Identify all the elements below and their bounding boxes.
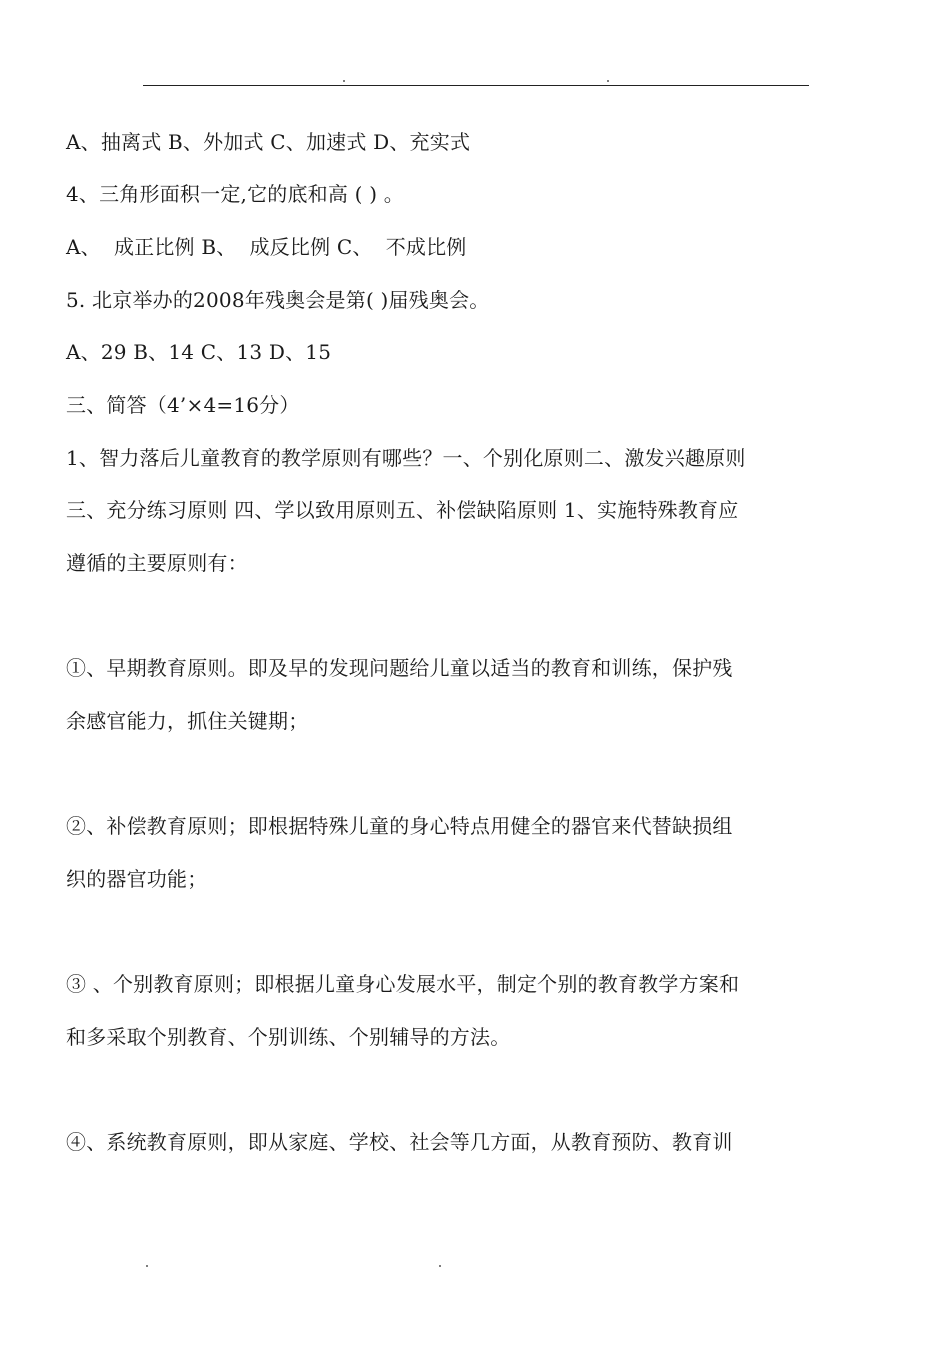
text-line-options-q4: A、 成正比例 B、 成反比例 C、 不成比例 xyxy=(66,235,467,259)
footer-dot-right xyxy=(439,1265,441,1267)
text-line-principle-2b: 织的器官功能； xyxy=(66,867,208,891)
text-line-principle-4a: ④、系统教育原则，即从家庭、学校、社会等几方面，从教育预防、教育训 xyxy=(66,1130,733,1154)
header-dot-left xyxy=(343,80,345,82)
text-line-principle-2a: ②、补偿教育原则；即根据特殊儿童的身心特点用健全的器官来代替缺损组 xyxy=(66,814,733,838)
header-dot-right xyxy=(607,80,609,82)
text-line-principle-3b: 和多采取个别教育、个别训练、个别辅导的方法。 xyxy=(66,1025,511,1049)
text-line-principle-1b: 余感官能力，抓住关键期； xyxy=(66,709,309,733)
text-line-options-q3: A、抽离式 B、外加式 C、加速式 D、充实式 xyxy=(66,130,471,154)
text-line-options-q5: A、29 B、14 C、13 D、15 xyxy=(66,340,332,364)
text-line-answer-1: 1、智力落后儿童教育的教学原则有哪些？一、个别化原则二、激发兴趣原则 xyxy=(66,446,746,470)
section-heading-short-answer: 三、简答（4’×4=16分） xyxy=(66,393,300,417)
text-line-question-5: 5. 北京举办的2008年残奥会是第( )届残奥会。 xyxy=(66,288,490,312)
text-line-answer-2: 三、充分练习原则 四、学以致用原则五、补偿缺陷原则 1、实施特殊教育应 xyxy=(66,498,739,522)
header-rule xyxy=(143,85,809,86)
text-line-principle-3a: ③ 、个别教育原则；即根据儿童身心发展水平，制定个别的教育教学方案和 xyxy=(66,972,740,996)
text-line-answer-3: 遵循的主要原则有： xyxy=(66,551,248,575)
text-line-principle-1a: ①、早期教育原则。即及早的发现问题给儿童以适当的教育和训练，保护残 xyxy=(66,656,733,680)
footer-dot-left xyxy=(146,1265,148,1267)
text-line-question-4: 4、三角形面积一定,它的底和高 ( ) 。 xyxy=(66,182,404,206)
